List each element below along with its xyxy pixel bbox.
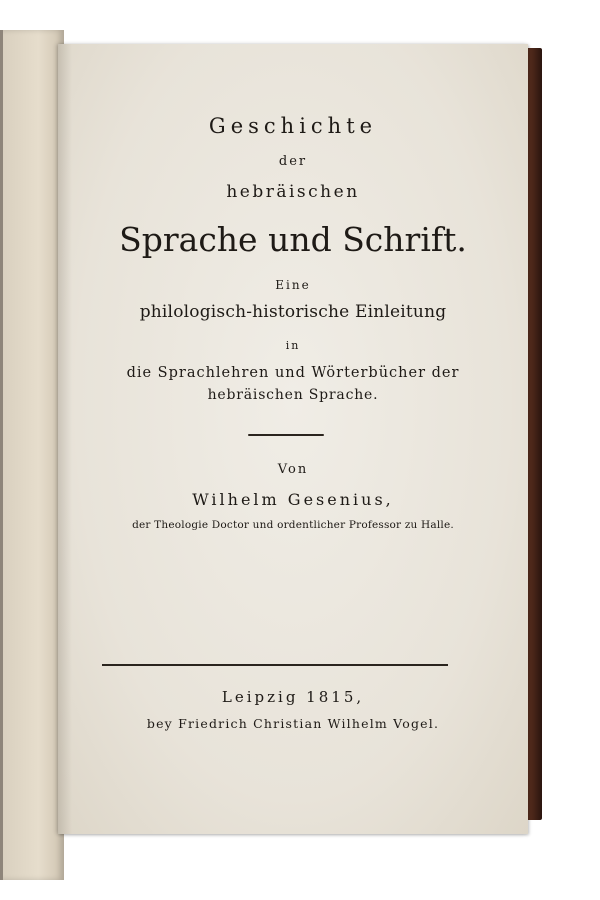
left-cover-endpaper — [0, 30, 64, 880]
ornamental-rule — [248, 434, 324, 436]
author-title: der Theologie Doctor und ordentlicher Professor zu Halle. — [132, 519, 454, 531]
author-von: Von — [277, 462, 309, 477]
left-cover-edge — [0, 30, 3, 880]
title-word-der: der — [278, 154, 308, 169]
subtitle-line: philologisch-historische Einleitung — [139, 302, 447, 322]
imprint-place-year: Leipzig 1815, — [221, 688, 365, 706]
main-title: Sprache und Schrift. — [119, 220, 467, 259]
title-page — [58, 44, 528, 834]
title-word-geschichte: Geschichte — [208, 114, 378, 138]
subtitle-eine: Eine — [275, 278, 311, 292]
imprint-rule — [102, 664, 448, 666]
subtitle-sprachlehren: die Sprachlehren und Wörterbücher der — [126, 365, 460, 381]
imprint-publisher: bey Friedrich Christian Wilhelm Vogel. — [146, 716, 440, 731]
subtitle-in: in — [285, 339, 301, 352]
subtitle-hebraeischen-sprache: hebräischen Sprache. — [207, 387, 379, 403]
author-name: Wilhelm Gesenius, — [192, 490, 394, 509]
title-word-hebraeischen: hebräischen — [226, 182, 360, 202]
